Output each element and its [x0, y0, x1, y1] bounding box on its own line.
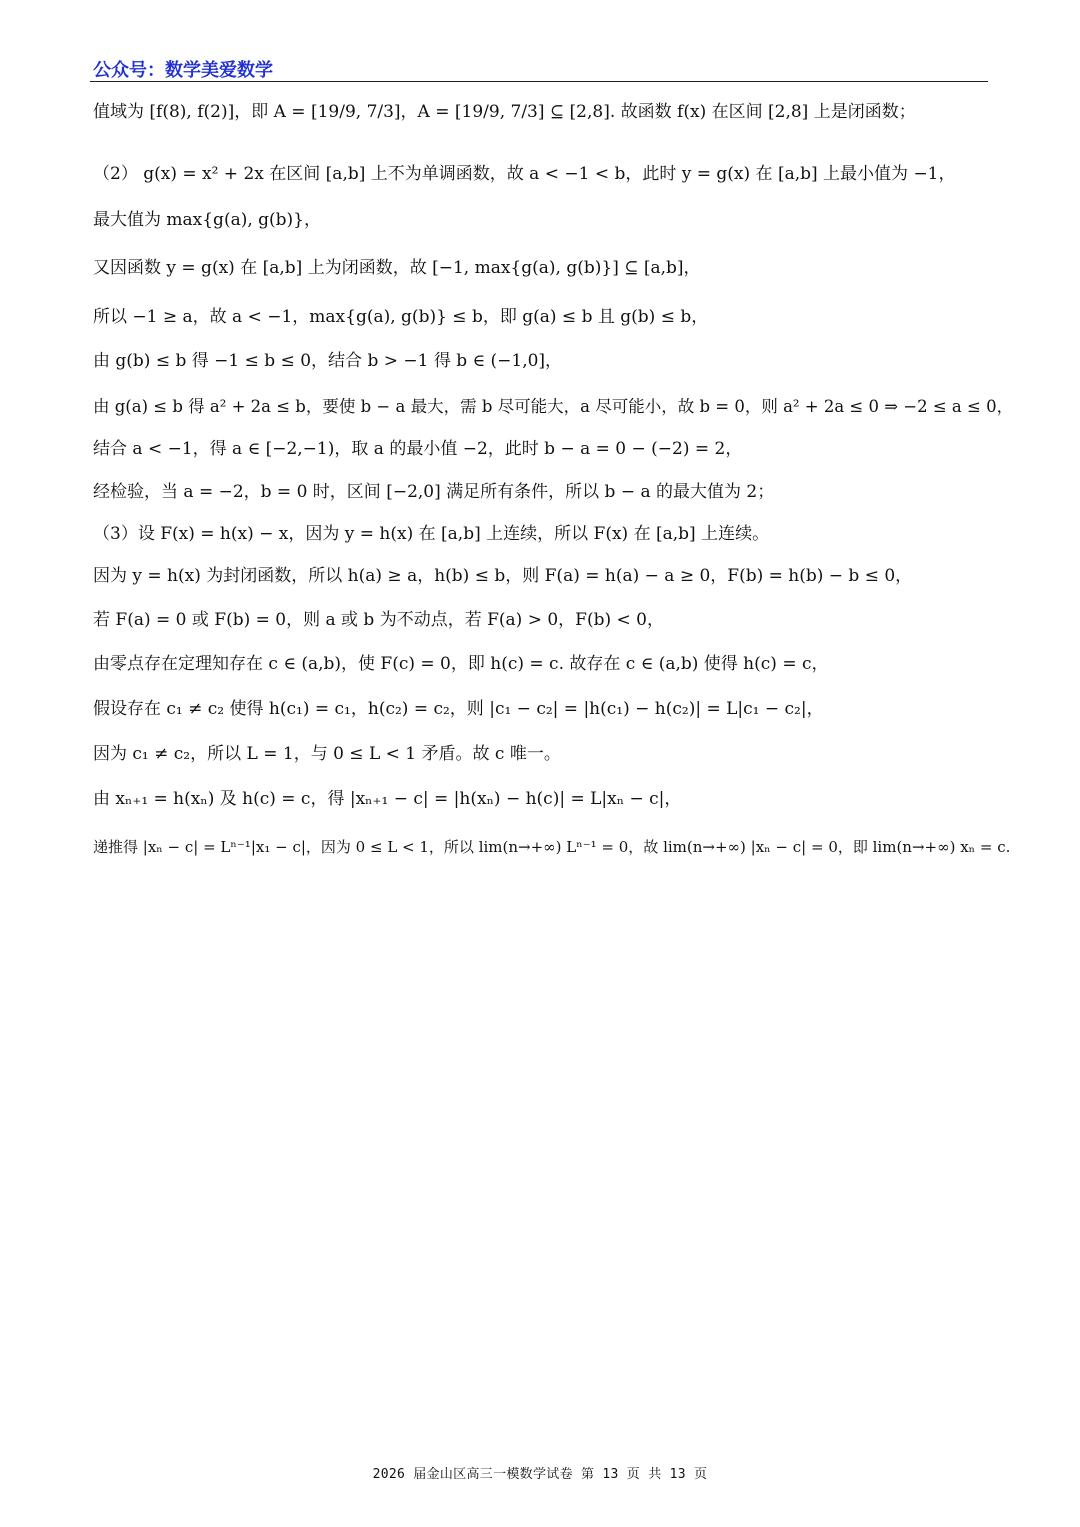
solution-line-6: 由 g(b) ≤ b 得 −1 ≤ b ≤ 0，结合 b > −1 得 b ∈ (−1,0]，: [93, 351, 563, 371]
solution-line-14: 假设存在 c₁ ≠ c₂ 使得 h(c₁) = c₁，h(c₂) = c₂，则 |c₁ − c₂| = |h(c₁) − h(c₂)| = L|c₁ − c₂|，: [93, 699, 824, 719]
solution-line-5: 所以 −1 ≥ a，故 a < −1，max{g(a), g(b)} ≤ b，即 g(a) ≤ b 且 g(b) ≤ b，: [93, 307, 709, 327]
solution-line-2: （2） g(x) = x² + 2x 在区间 [a,b] 上不为单调函数，故 a < −1 < b，此时 y = g(x) 在 [a,b] 上最小值为 −1，: [93, 164, 956, 184]
solution-line-9: 经检验，当 a = −2，b = 0 时，区间 [−2,0] 满足所有条件，所以 b − a 的最大值为 2；: [93, 482, 775, 502]
solution-line-8: 结合 a < −1，得 a ∈ [−2,−1)，取 a 的最小值 −2，此时 b − a = 0 − (−2) = 2，: [93, 439, 743, 459]
solution-line-11: 因为 y = h(x) 为封闭函数，所以 h(a) ≥ a，h(b) ≤ b，则 F(a) = h(a) − a ≥ 0，F(b) = h(b) − b ≤ 0，: [93, 566, 913, 586]
solution-line-7: 由 g(a) ≤ b 得 a² + 2a ≤ b，要使 b − a 最大，需 b 尽可能大，a 尽可能小，故 b = 0，则 a² + 2a ≤ 0 ⇒ −2 ≤ a ≤ 0，: [93, 397, 1014, 416]
page-header-title: 公众号：数学美爱数学: [93, 60, 273, 81]
header-divider: [90, 81, 988, 82]
solution-line-17: 递推得 |xₙ − c| = Lⁿ⁻¹|x₁ − c|，因为 0 ≤ L < 1，所以 lim(n→+∞) Lⁿ⁻¹ = 0，故 lim(n→+∞) |xₙ − c| = 0，即 lim(n→+∞) xₙ = c.: [93, 838, 1011, 856]
solution-line-10: （3）设 F(x) = h(x) − x，因为 y = h(x) 在 [a,b] 上连续，所以 F(x) 在 [a,b] 上连续。: [93, 524, 770, 544]
solution-line-15: 因为 c₁ ≠ c₂，所以 L = 1，与 0 ≤ L < 1 矛盾。故 c 唯一。: [93, 744, 561, 764]
page-footer: 2026 届金山区高三一模数学试卷 第 13 页 共 13 页: [372, 1467, 708, 1482]
solution-line-16: 由 xₙ₊₁ = h(xₙ) 及 h(c) = c，得 |xₙ₊₁ − c| = |h(xₙ) − h(c)| = L|xₙ − c|，: [93, 789, 682, 809]
solution-line-3: 最大值为 max{g(a), g(b)}，: [93, 210, 321, 230]
solution-line-13: 由零点存在定理知存在 c ∈ (a,b)，使 F(c) = 0，即 h(c) = c. 故存在 c ∈ (a,b) 使得 h(c) = c，: [93, 654, 829, 674]
solution-line-4: 又因函数 y = g(x) 在 [a,b] 上为闭函数，故 [−1, max{g(a), g(b)}] ⊆ [a,b]，: [93, 258, 701, 278]
solution-line-12: 若 F(a) = 0 或 F(b) = 0，则 a 或 b 为不动点，若 F(a) > 0，F(b) < 0，: [93, 610, 664, 630]
solution-line-1: 值域为 [f(8), f(2)]，即 A = [19/9, 7/3]，A = [19/9, 7/3] ⊆ [2,8]. 故函数 f(x) 在区间 [2,8] 上是闭函数；: [93, 102, 916, 122]
